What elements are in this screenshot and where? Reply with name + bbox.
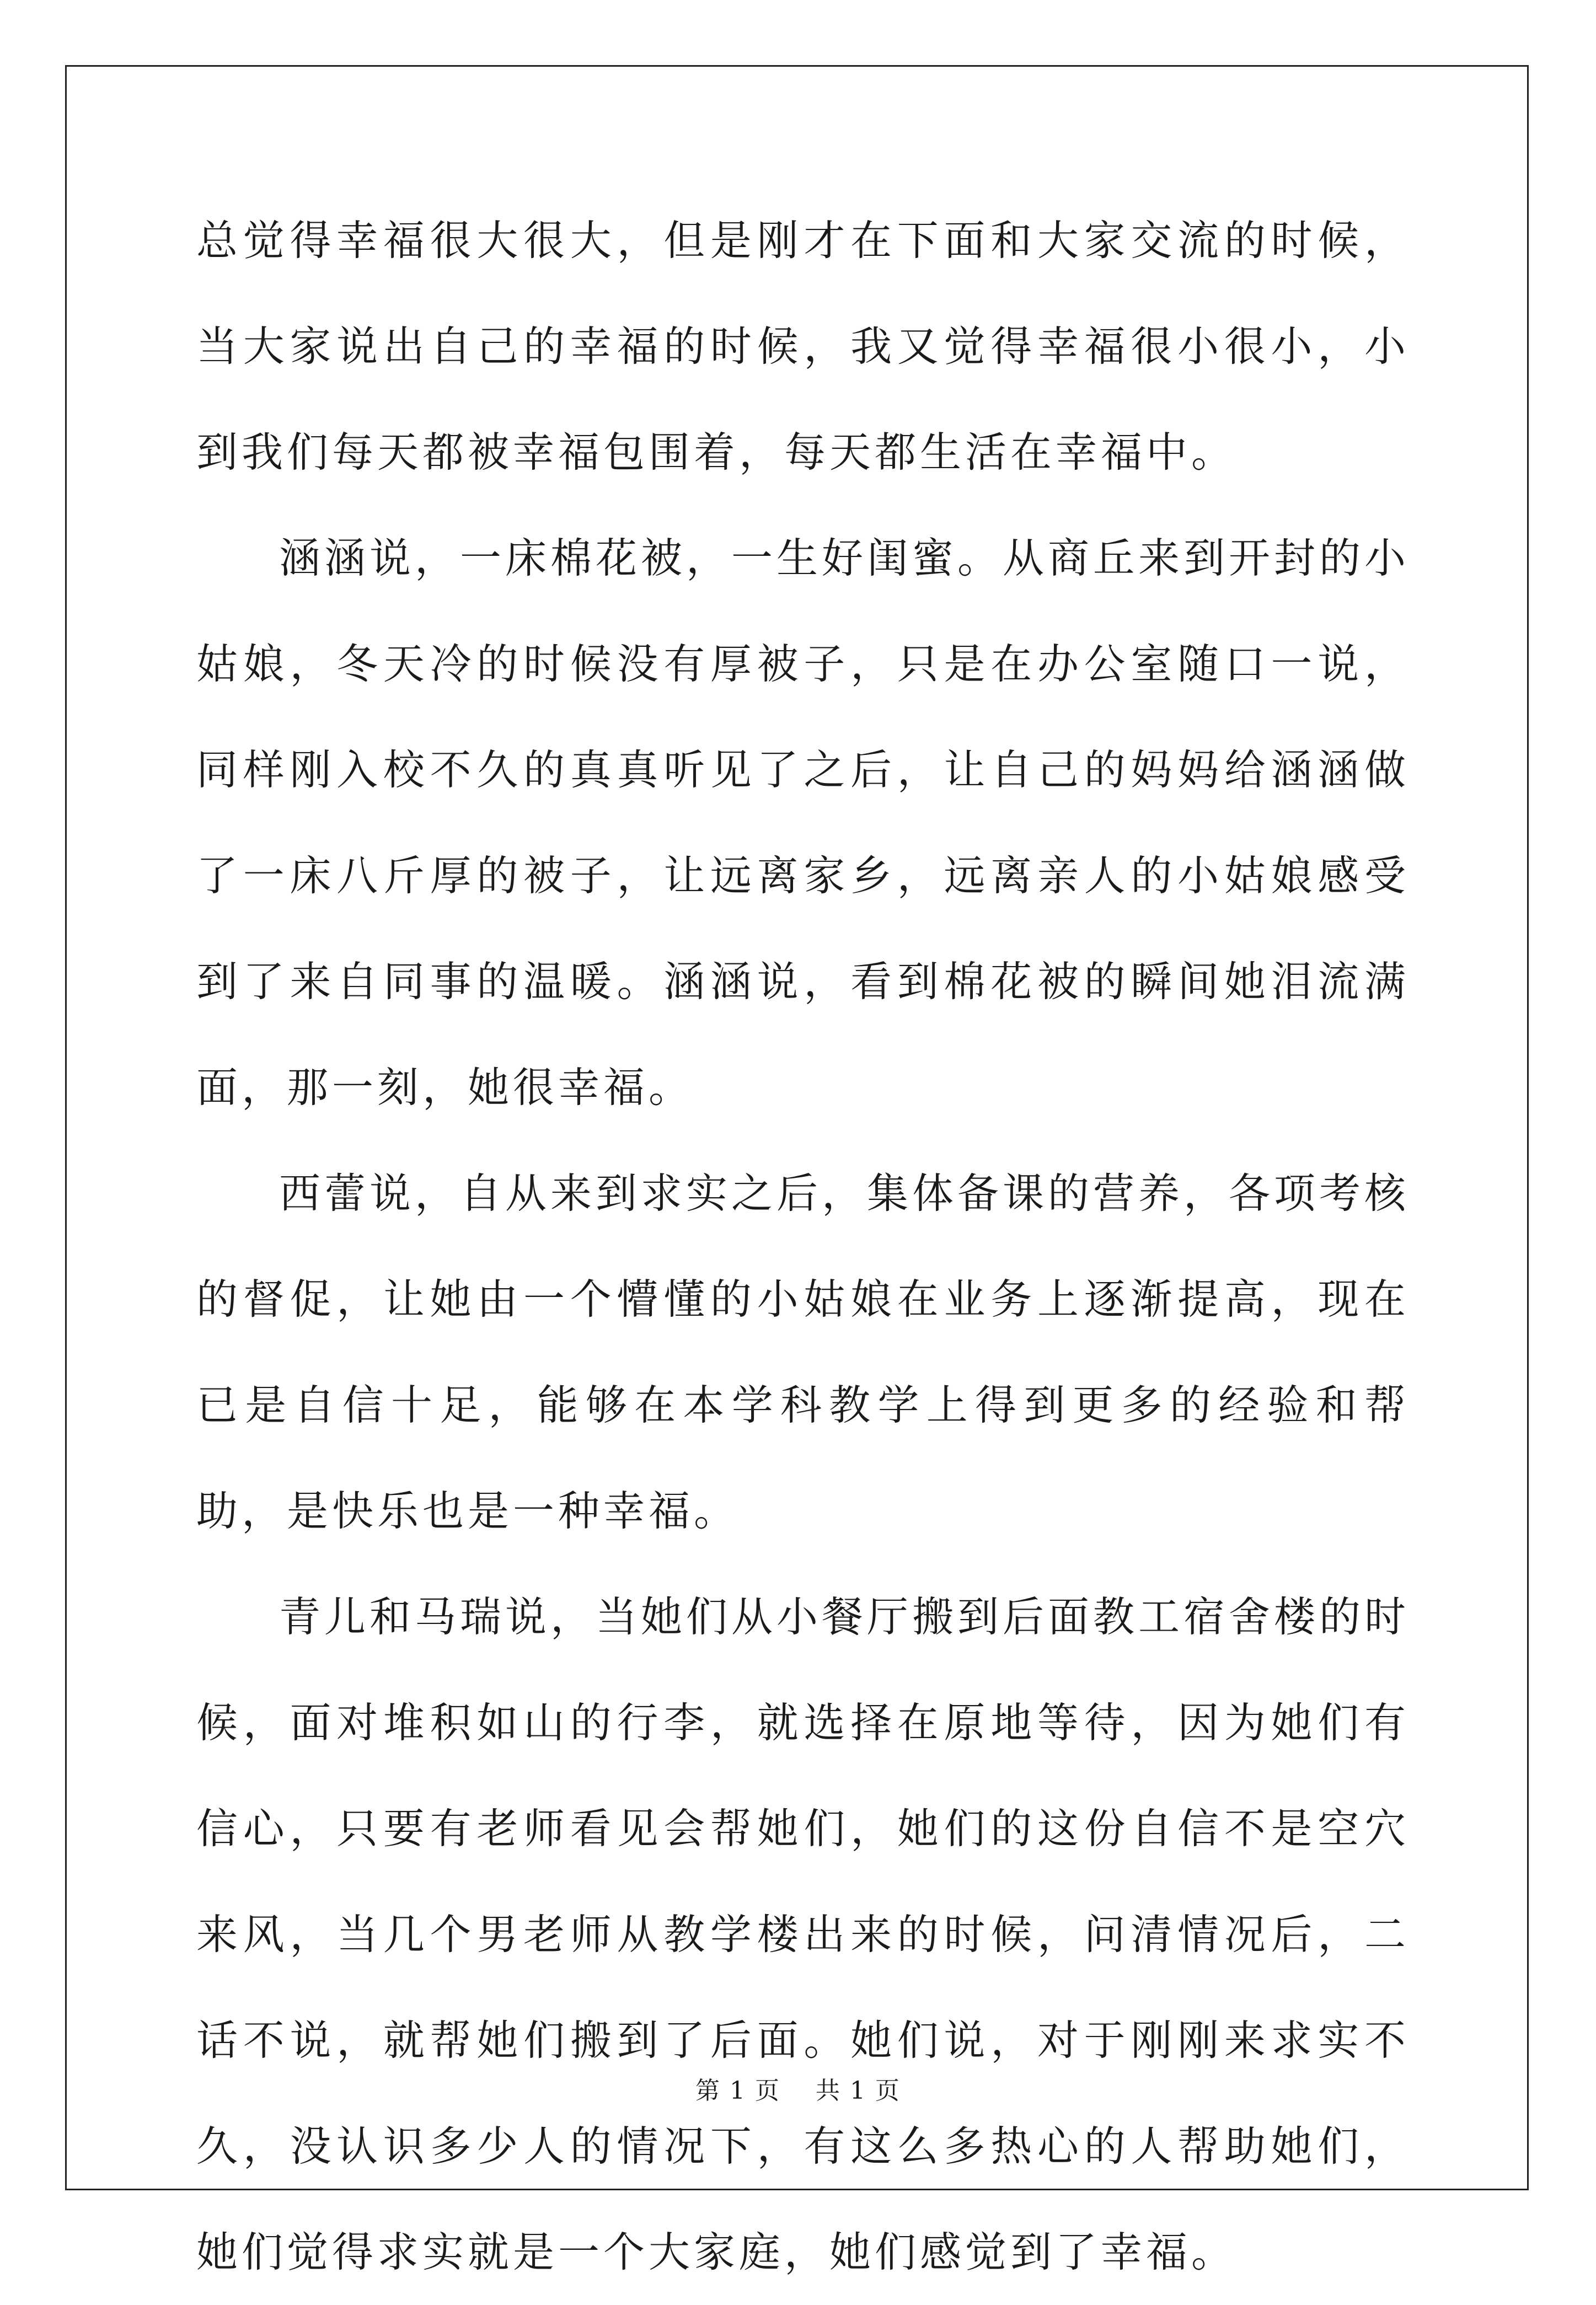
paragraph-4: 青儿和马瑞说，当她们从小餐厅搬到后面教工宿舍楼的时候，面对堆积如山的行李，就选择在原地等待，因为她们有信心，只要有老师看见会帮她们，她们的这份自信不是空穴来风，当几个男老师从教学楼出来的时候，问清情况后，二话不说，就帮她们搬到了后面。她们说，对于刚刚来求实不久，没认识多少人的情况下，有这么多热心的人帮助她们，她们觉得求实就是一个大家庭，她们感觉到了幸福。	[196, 1593, 1410, 2276]
page-footer	[0, 2071, 1596, 2106]
page-total: 共 1 页	[815, 2077, 901, 2105]
paragraph-1: 总觉得幸福很大很大，但是刚才在下面和大家交流的时候，当大家说出自己的幸福的时候，我又觉得幸福很小很小，小到我们每天都被幸福包围着，每天都生活在幸福中。	[196, 216, 1410, 476]
paragraph-3: 西蕾说，自从来到求实之后，集体备课的营养，各项考核的督促，让她由一个懵懂的小姑娘在业务上逐渐提高，现在已是自信十足，能够在本学科教学上得到更多的经验和帮助，是快乐也是一种幸福。	[196, 1169, 1410, 1535]
paragraph-2: 涵涵说，一床棉花被，一生好闺蜜。从商丘来到开封的小姑娘，冬天冷的时候没有厚被子，只是在办公室随口一说，同样刚入校不久的真真听见了之后，让自己的妈妈给涵涵做了一床八斤厚的被子，让远离家乡，远离亲人的小姑娘感受到了来自同事的温暖。涵涵说，看到棉花被的瞬间她泪流满面，那一刻，她很幸福。	[196, 534, 1410, 1112]
page-number: 第 1 页	[695, 2077, 781, 2105]
document-body	[196, 187, 1410, 2305]
